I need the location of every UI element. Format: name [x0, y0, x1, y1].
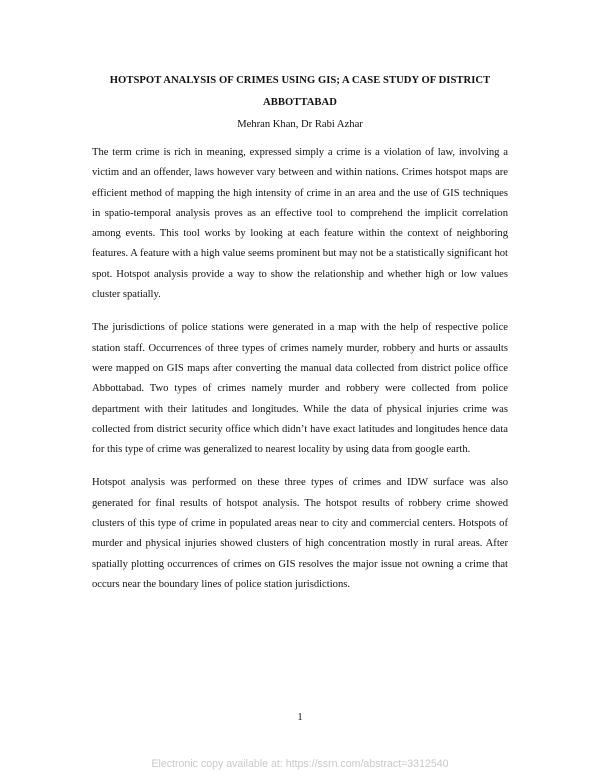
ssrn-footer-watermark: Electronic copy available at: https://ssrn.com/abstract=3312540 [151, 758, 449, 770]
paper-authors: Mehran Khan, Dr Rabi Azhar [237, 119, 363, 130]
paragraph-2: The jurisdictions of police stations were generated in a map with the help of respective police station staff. Occurrences of three types of crimes namely murder, robbery and hurts or assaults were mapped on GIS maps after converting the manual data collected from district police office Abbottabad. Two types of crimes namely murder and robbery were collected from police department with their latitudes and longitudes. While the data of physical injuries crime was collected from district security office which didn’t have exact latitudes and longitudes hence data for this type of crime was generalized to nearest locality by using data from google earth. [92, 322, 508, 456]
page-number: 1 [297, 712, 303, 723]
paragraph-3: Hotspot analysis was performed on these three types of crimes and IDW surface was also generated for final results of hotspot analysis. The hotspot results of robbery crime showed clusters of this type of crime in populated areas near to city and commercial centers. Hotspots of murder and physical injuries showed clusters of high concentration mostly in rural areas. After spatially plotting occurrences of crimes on GIS resolves the major issue not owning a crime that occurs near the boundary lines of police station jurisdictions. [92, 477, 508, 590]
paper-title: HOTSPOT ANALYSIS OF CRIMES USING GIS; A CASE STUDY OF DISTRICT ABBOTTABAD [109, 75, 491, 108]
abstract-body [92, 143, 508, 608]
paragraph-1: The term crime is rich in meaning, expressed simply a crime is a violation of law, involving a victim and an offender, laws however vary between and within nations. Crimes hotspot maps are efficient method of mapping the high intensity of crime in an area and the use of GIS techniques in spatio-temporal analysis proves as an effective tool to comprehend the implicit correlation among events. This tool works by looking at each feature within the context of neighboring features. A feature with a high value seems prominent but may not be a statistically significant hot spot. Hotspot analysis provide a way to show the relationship and whether high or low values cluster spatially. [92, 147, 508, 301]
